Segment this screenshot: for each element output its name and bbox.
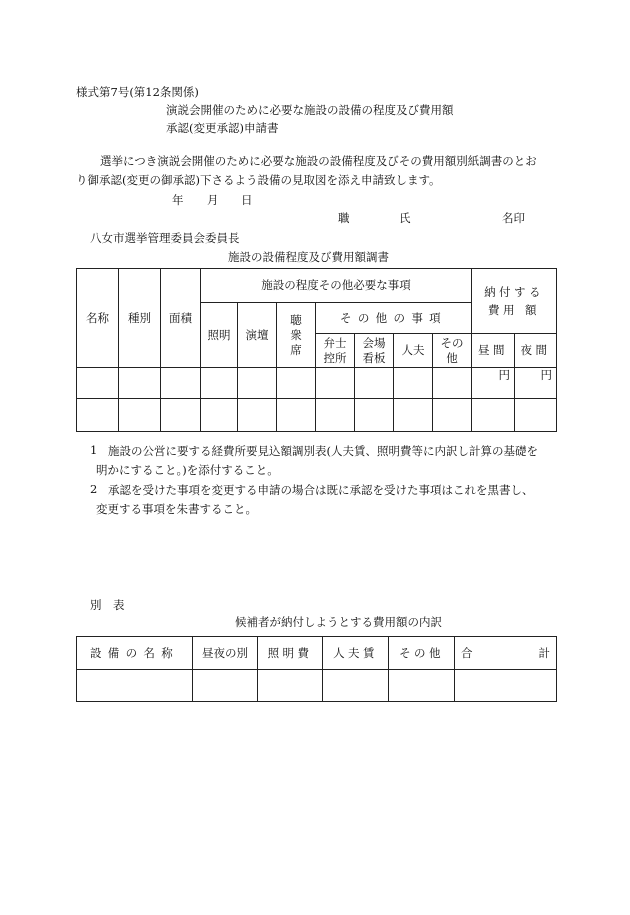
col-header-area: 面積: [161, 269, 201, 368]
col-header-worker: 人夫: [394, 334, 433, 368]
yen-unit-day: 円: [472, 368, 515, 399]
cost-breakdown-table: [76, 636, 557, 702]
col-header-total: [455, 637, 557, 670]
group-header-fee: 納付する費用 額: [472, 269, 557, 334]
date-year: 年: [172, 193, 184, 207]
col-header-day-night: 昼夜の別: [193, 637, 258, 670]
col-header-stage: 演壇: [238, 303, 277, 368]
date-day: 日: [241, 193, 253, 207]
col-header-name: 名称: [77, 269, 119, 368]
col-header-lighting-cost: 照明費: [258, 637, 323, 670]
col-header-venue-sign: 会場看板: [355, 334, 394, 368]
col-header-lighting: 照明: [201, 303, 238, 368]
signature-name: 氏: [399, 211, 411, 225]
col-header-night: 夜間: [515, 334, 557, 368]
body-text-line2: り御承認(変更の御承認)下さるよう設備の見取図を添え申請致します。: [76, 173, 441, 187]
form-title-line2: 承認(変更承認)申請書: [166, 121, 279, 135]
body-text-line1: 選挙につき演説会開催のために必要な施設の設備程度及びその費用額別紙調書のとお: [100, 154, 537, 168]
col-header-speaker-room: 弁士控所: [316, 334, 355, 368]
col-header-total-right: 計: [538, 646, 550, 660]
signature-position: 職: [338, 211, 350, 225]
col-header-total-left: 合: [461, 646, 473, 660]
note-1-number: 1: [90, 443, 98, 457]
table2-caption: 候補者が納付しようとする費用額の内訳: [235, 615, 442, 629]
note-2-number: 2: [90, 482, 98, 496]
addressee: 八女市選挙管理委員会委員長: [90, 231, 240, 245]
col-header-equipment-name: 設備の名称: [77, 637, 193, 670]
col-header-other-cost: その他: [389, 637, 455, 670]
table-row: [77, 399, 557, 432]
table1-caption: 施設の設備程度及び費用額調書: [228, 250, 389, 264]
note-1-line2: 明かにすること。)を添付すること。: [96, 463, 279, 477]
form-number: 様式第7号(第12条関係): [76, 85, 199, 99]
col-header-type: 種別: [119, 269, 161, 368]
appendix-label: 別 表: [90, 598, 125, 612]
col-header-day: 昼間: [472, 334, 515, 368]
table-row: [77, 670, 557, 702]
col-header-other: その他: [433, 334, 472, 368]
note-2-line2: 変更する事項を朱書すること。: [96, 502, 257, 516]
signature-seal: 名印: [502, 211, 525, 225]
form-title-line1: 演説会開催のために必要な施設の設備の程度及び費用額: [166, 103, 454, 117]
col-header-labor-cost: 人夫賃: [323, 637, 389, 670]
group-header-facility: 施設の程度その他必要な事項: [201, 269, 472, 303]
date-month: 月: [207, 193, 219, 207]
facility-cost-table: [76, 268, 557, 432]
table-row: [77, 368, 557, 399]
group-header-other: その他の事項: [316, 303, 472, 334]
note-2-line1: 承認を受けた事項を変更する申請の場合は既に承認を受けた事項はこれを黒書し、: [108, 483, 534, 497]
yen-unit-night: 円: [515, 368, 557, 399]
note-1-line1: 施設の公営に要する経費所要見込額調別表(人夫賃、照明費等に内訳し計算の基礎を: [108, 444, 538, 458]
col-header-audience: 聴衆席: [277, 303, 316, 368]
